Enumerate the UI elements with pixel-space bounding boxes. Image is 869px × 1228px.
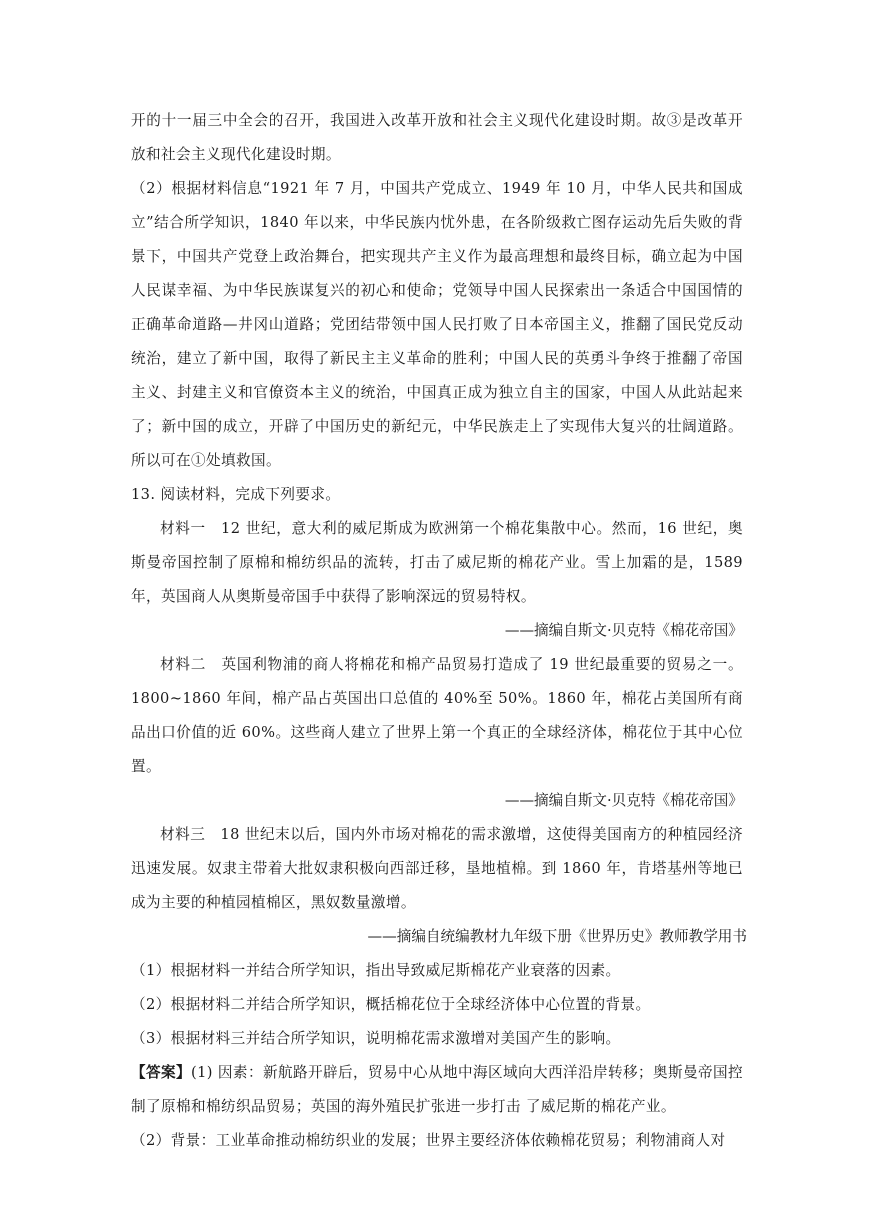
material-two: 材料二 英国利物浦的商人将棉花和棉产品贸易打造成了 19 世纪最重要的贸易之一。1800~1860 年间，棉产品占英国出口总值的 40%至 50%。1860 年，棉花占美国所有商品出口价值的近 60%。这些商人建立了世界上第一个真正的全球经济体，棉花位于其中心位置。 xyxy=(131,656,743,775)
material-three: 材料三 18 世纪末以后，国内外市场对棉花的需求激增，这使得美国南方的种植园经济迅速发展。奴隶主带着大批奴隶积极向西部迁移，垦地植棉。到 1860 年，肯塔基州等地已成为主要的种植园植棉区，黑奴数量激增。 xyxy=(131,826,743,911)
question-part-1: （1）根据材料一并结合所学知识，指出导致威尼斯棉花产业衰落的因素。 xyxy=(131,962,621,979)
question-part-2: （2）根据材料二并结合所学知识，概括棉花位于全球经济体中心位置的背景。 xyxy=(131,996,651,1013)
answer-part-1-text: (1) 因素：新航路开辟后，贸易中心从地中海区域向大西洋沿岸转移；奥斯曼帝国控制了原棉和棉纺织品贸易；英国的海外殖民扩张进一步打击 了威尼斯的棉花产业。 xyxy=(131,1064,743,1115)
answer-part-2: （2）背景：工业革命推动棉纺织业的发展；世界主要经济体依赖棉花贸易；利物浦商人对 xyxy=(131,1132,726,1149)
material-one: 材料一 12 世纪，意大利的威尼斯成为欧洲第一个棉花集散中心。然而，16 世纪，奥斯曼帝国控制了原棉和棉纺织品的流转，打击了威尼斯的棉花产业。雪上加霜的是，1589 年，英国商人从奥斯曼帝国手中获得了影响深远的贸易特权。 xyxy=(131,520,743,605)
answer-label: 【答案】 xyxy=(131,1064,192,1081)
answer-part-1 xyxy=(131,1056,743,1124)
question-13-heading: 13. 阅读材料，完成下列要求。 xyxy=(131,486,341,503)
material-three-source: ——摘编自统编教材九年级下册《世界历史》教师教学用书 xyxy=(367,928,747,945)
material-one-source: ——摘编自斯文·贝克特《棉花帝国》 xyxy=(504,622,743,639)
document-page xyxy=(131,104,747,1158)
material-two-source: ——摘编自斯文·贝克特《棉花帝国》 xyxy=(504,792,743,809)
paragraph-answer-part-2: （2）根据材料信息“1921 年 7 月，中国共产党成立、1949 年 10 月，中华人民共和国成立”结合所学知识，1840 年以来，中华民族内忧外患，在各阶级救亡图存运动先后失败的背景下，中国共产党登上政治舞台，把实现共产主义作为最高理想和最终目标，确立起为中国人民谋幸福、为中华民族谋复兴的初心和使命；党领导中国人民探索出一条适合中国国情的正确革命道路—井冈山道路；党团结带领中国人民打败了日本帝国主义，推翻了国民党反动统治，建立了新中国，取得了新民主主义革命的胜利；中国人民的英勇斗争终于推翻了帝国主义、封建主义和官僚资本主义的统治，中国真正成为独立自主的国家，中国人从此站起来了；新中国的成立，开辟了中国历史的新纪元，中华民族走上了实现伟大复兴的壮阔道路。所以可在①处填救国。 xyxy=(131,180,743,469)
paragraph-continuation: 开的十一届三中全会的召开，我国进入改革开放和社会主义现代化建设时期。故③是改革开放和社会主义现代化建设时期。 xyxy=(131,112,743,163)
question-part-3: （3）根据材料三并结合所学知识，说明棉花需求激增对美国产生的影响。 xyxy=(131,1030,621,1047)
